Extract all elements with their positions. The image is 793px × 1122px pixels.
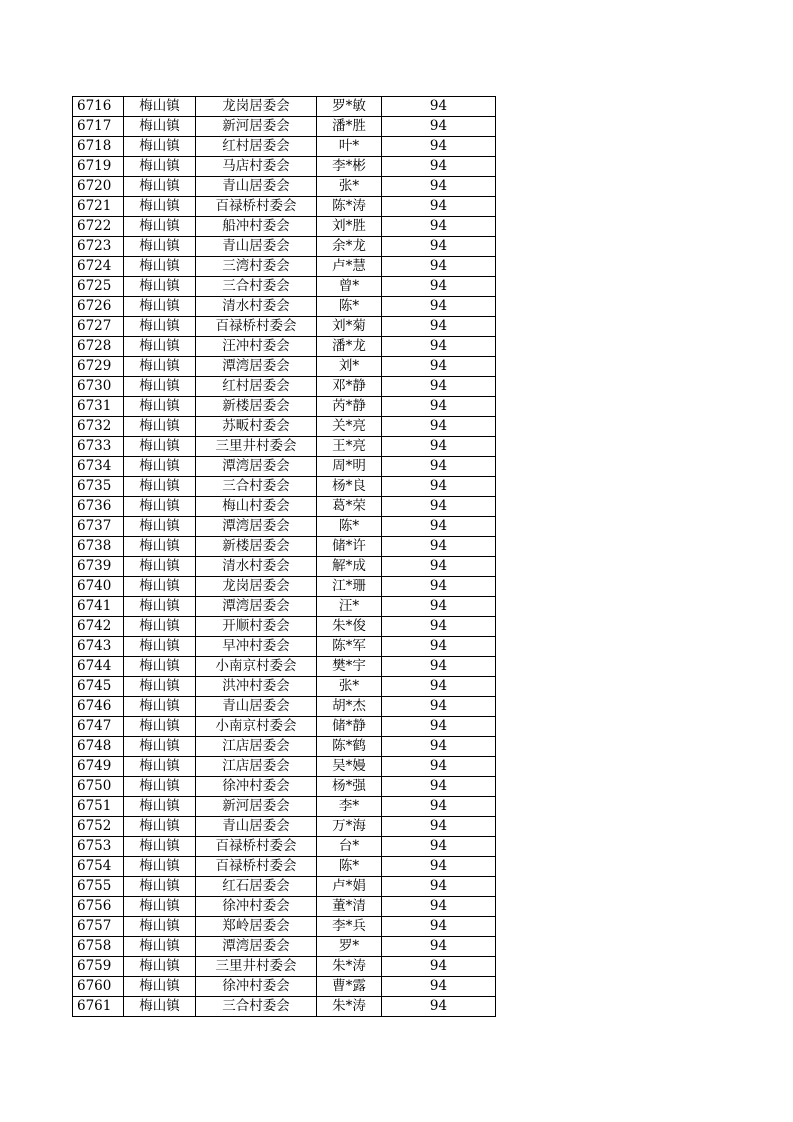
cell-serial-number: 6759 <box>73 957 124 977</box>
cell-serial-number: 6716 <box>73 97 124 117</box>
cell-serial-number: 6728 <box>73 337 124 357</box>
cell-person-name: 陈* <box>317 517 382 537</box>
table-row <box>73 197 496 217</box>
cell-town: 梅山镇 <box>124 757 196 777</box>
cell-score: 94 <box>382 617 496 637</box>
cell-committee: 梅山村委会 <box>196 497 317 517</box>
table-row <box>73 777 496 797</box>
cell-person-name: 刘*菊 <box>317 317 382 337</box>
cell-town: 梅山镇 <box>124 97 196 117</box>
cell-score: 94 <box>382 277 496 297</box>
cell-score: 94 <box>382 177 496 197</box>
cell-committee: 三合村委会 <box>196 477 317 497</box>
cell-town: 梅山镇 <box>124 317 196 337</box>
cell-person-name: 关*亮 <box>317 417 382 437</box>
table-row <box>73 897 496 917</box>
table-row <box>73 717 496 737</box>
cell-town: 梅山镇 <box>124 197 196 217</box>
cell-town: 梅山镇 <box>124 437 196 457</box>
cell-town: 梅山镇 <box>124 277 196 297</box>
cell-serial-number: 6752 <box>73 817 124 837</box>
cell-score: 94 <box>382 497 496 517</box>
table-row <box>73 237 496 257</box>
cell-town: 梅山镇 <box>124 877 196 897</box>
cell-score: 94 <box>382 637 496 657</box>
cell-person-name: 余*龙 <box>317 237 382 257</box>
cell-committee: 船冲村委会 <box>196 217 317 237</box>
cell-person-name: 刘* <box>317 357 382 377</box>
cell-town: 梅山镇 <box>124 357 196 377</box>
cell-person-name: 曾* <box>317 277 382 297</box>
cell-person-name: 胡*杰 <box>317 697 382 717</box>
cell-serial-number: 6740 <box>73 577 124 597</box>
table-row <box>73 417 496 437</box>
table-row <box>73 637 496 657</box>
cell-score: 94 <box>382 657 496 677</box>
cell-committee: 徐冲村委会 <box>196 897 317 917</box>
table-row <box>73 517 496 537</box>
cell-town: 梅山镇 <box>124 377 196 397</box>
cell-score: 94 <box>382 217 496 237</box>
cell-serial-number: 6746 <box>73 697 124 717</box>
cell-committee: 红村居委会 <box>196 377 317 397</box>
cell-town: 梅山镇 <box>124 817 196 837</box>
cell-town: 梅山镇 <box>124 657 196 677</box>
cell-person-name: 潘*胜 <box>317 117 382 137</box>
cell-serial-number: 6723 <box>73 237 124 257</box>
table-row <box>73 457 496 477</box>
cell-serial-number: 6742 <box>73 617 124 637</box>
cell-town: 梅山镇 <box>124 777 196 797</box>
cell-score: 94 <box>382 897 496 917</box>
cell-score: 94 <box>382 837 496 857</box>
cell-serial-number: 6753 <box>73 837 124 857</box>
cell-score: 94 <box>382 917 496 937</box>
cell-committee: 百禄桥村委会 <box>196 197 317 217</box>
table-row <box>73 997 496 1017</box>
cell-person-name: 王*亮 <box>317 437 382 457</box>
cell-town: 梅山镇 <box>124 697 196 717</box>
cell-committee: 三合村委会 <box>196 997 317 1017</box>
cell-score: 94 <box>382 457 496 477</box>
cell-person-name: 潘*龙 <box>317 337 382 357</box>
cell-score: 94 <box>382 557 496 577</box>
cell-score: 94 <box>382 377 496 397</box>
cell-serial-number: 6745 <box>73 677 124 697</box>
cell-person-name: 解*成 <box>317 557 382 577</box>
table-row <box>73 737 496 757</box>
table-row <box>73 377 496 397</box>
cell-committee: 小南京村委会 <box>196 717 317 737</box>
cell-person-name: 叶* <box>317 137 382 157</box>
cell-serial-number: 6760 <box>73 977 124 997</box>
cell-person-name: 樊*宇 <box>317 657 382 677</box>
cell-person-name: 卢*慧 <box>317 257 382 277</box>
table-row <box>73 797 496 817</box>
cell-serial-number: 6756 <box>73 897 124 917</box>
cell-serial-number: 6757 <box>73 917 124 937</box>
cell-town: 梅山镇 <box>124 837 196 857</box>
cell-committee: 青山居委会 <box>196 697 317 717</box>
table-row <box>73 157 496 177</box>
cell-committee: 洪冲村委会 <box>196 677 317 697</box>
cell-score: 94 <box>382 317 496 337</box>
cell-score: 94 <box>382 97 496 117</box>
table-row <box>73 497 496 517</box>
cell-town: 梅山镇 <box>124 137 196 157</box>
cell-committee: 小南京村委会 <box>196 657 317 677</box>
table-row <box>73 217 496 237</box>
cell-committee: 马店村委会 <box>196 157 317 177</box>
table-row <box>73 917 496 937</box>
cell-score: 94 <box>382 877 496 897</box>
cell-person-name: 李*彬 <box>317 157 382 177</box>
cell-person-name: 杨*强 <box>317 777 382 797</box>
cell-score: 94 <box>382 697 496 717</box>
cell-committee: 潭湾居委会 <box>196 517 317 537</box>
cell-town: 梅山镇 <box>124 497 196 517</box>
cell-town: 梅山镇 <box>124 937 196 957</box>
cell-serial-number: 6721 <box>73 197 124 217</box>
cell-committee: 百禄桥村委会 <box>196 837 317 857</box>
cell-score: 94 <box>382 117 496 137</box>
cell-score: 94 <box>382 417 496 437</box>
table-row <box>73 817 496 837</box>
cell-serial-number: 6758 <box>73 937 124 957</box>
table-row <box>73 257 496 277</box>
cell-score: 94 <box>382 297 496 317</box>
cell-serial-number: 6747 <box>73 717 124 737</box>
cell-person-name: 罗* <box>317 937 382 957</box>
cell-person-name: 陈* <box>317 297 382 317</box>
cell-committee: 潭湾居委会 <box>196 457 317 477</box>
cell-serial-number: 6751 <box>73 797 124 817</box>
cell-committee: 百禄桥村委会 <box>196 857 317 877</box>
table-row <box>73 357 496 377</box>
cell-town: 梅山镇 <box>124 117 196 137</box>
cell-serial-number: 6718 <box>73 137 124 157</box>
table-row <box>73 317 496 337</box>
table-row <box>73 957 496 977</box>
cell-person-name: 张* <box>317 177 382 197</box>
cell-committee: 龙岗居委会 <box>196 97 317 117</box>
cell-serial-number: 6730 <box>73 377 124 397</box>
cell-person-name: 李*兵 <box>317 917 382 937</box>
cell-score: 94 <box>382 237 496 257</box>
cell-serial-number: 6755 <box>73 877 124 897</box>
cell-person-name: 李* <box>317 797 382 817</box>
cell-serial-number: 6749 <box>73 757 124 777</box>
cell-person-name: 储*许 <box>317 537 382 557</box>
cell-town: 梅山镇 <box>124 737 196 757</box>
table-row <box>73 437 496 457</box>
cell-town: 梅山镇 <box>124 477 196 497</box>
cell-serial-number: 6744 <box>73 657 124 677</box>
cell-town: 梅山镇 <box>124 217 196 237</box>
cell-town: 梅山镇 <box>124 597 196 617</box>
table-row <box>73 177 496 197</box>
cell-serial-number: 6733 <box>73 437 124 457</box>
cell-town: 梅山镇 <box>124 617 196 637</box>
cell-person-name: 朱*涛 <box>317 957 382 977</box>
table-row <box>73 657 496 677</box>
cell-serial-number: 6726 <box>73 297 124 317</box>
cell-score: 94 <box>382 757 496 777</box>
cell-score: 94 <box>382 937 496 957</box>
cell-committee: 三里井村委会 <box>196 437 317 457</box>
cell-town: 梅山镇 <box>124 977 196 997</box>
table-row <box>73 557 496 577</box>
cell-serial-number: 6725 <box>73 277 124 297</box>
table-row <box>73 97 496 117</box>
cell-serial-number: 6720 <box>73 177 124 197</box>
cell-serial-number: 6738 <box>73 537 124 557</box>
cell-person-name: 董*清 <box>317 897 382 917</box>
table-row <box>73 537 496 557</box>
table-row <box>73 857 496 877</box>
table-row <box>73 977 496 997</box>
cell-person-name: 杨*良 <box>317 477 382 497</box>
cell-serial-number: 6729 <box>73 357 124 377</box>
cell-serial-number: 6737 <box>73 517 124 537</box>
cell-score: 94 <box>382 257 496 277</box>
cell-town: 梅山镇 <box>124 717 196 737</box>
cell-town: 梅山镇 <box>124 297 196 317</box>
cell-person-name: 葛*荣 <box>317 497 382 517</box>
cell-committee: 江店居委会 <box>196 757 317 777</box>
cell-committee: 新楼居委会 <box>196 397 317 417</box>
cell-score: 94 <box>382 197 496 217</box>
table-row <box>73 117 496 137</box>
cell-committee: 百禄桥村委会 <box>196 317 317 337</box>
cell-person-name: 陈*涛 <box>317 197 382 217</box>
cell-person-name: 吴*嫚 <box>317 757 382 777</box>
cell-serial-number: 6736 <box>73 497 124 517</box>
cell-committee: 红村居委会 <box>196 137 317 157</box>
cell-town: 梅山镇 <box>124 157 196 177</box>
cell-score: 94 <box>382 777 496 797</box>
cell-town: 梅山镇 <box>124 397 196 417</box>
cell-serial-number: 6731 <box>73 397 124 417</box>
cell-committee: 青山居委会 <box>196 817 317 837</box>
cell-person-name: 万*海 <box>317 817 382 837</box>
cell-committee: 青山居委会 <box>196 237 317 257</box>
cell-score: 94 <box>382 577 496 597</box>
cell-person-name: 张* <box>317 677 382 697</box>
cell-serial-number: 6743 <box>73 637 124 657</box>
cell-score: 94 <box>382 517 496 537</box>
cell-town: 梅山镇 <box>124 997 196 1017</box>
cell-serial-number: 6722 <box>73 217 124 237</box>
cell-committee: 江店居委会 <box>196 737 317 757</box>
cell-person-name: 邓*静 <box>317 377 382 397</box>
cell-score: 94 <box>382 437 496 457</box>
cell-town: 梅山镇 <box>124 417 196 437</box>
cell-committee: 潭湾居委会 <box>196 357 317 377</box>
cell-serial-number: 6734 <box>73 457 124 477</box>
cell-score: 94 <box>382 997 496 1017</box>
table-row <box>73 877 496 897</box>
cell-committee: 苏畈村委会 <box>196 417 317 437</box>
cell-town: 梅山镇 <box>124 637 196 657</box>
cell-committee: 新河居委会 <box>196 797 317 817</box>
cell-serial-number: 6741 <box>73 597 124 617</box>
table-row <box>73 597 496 617</box>
cell-score: 94 <box>382 977 496 997</box>
cell-town: 梅山镇 <box>124 457 196 477</box>
cell-person-name: 台* <box>317 837 382 857</box>
cell-town: 梅山镇 <box>124 957 196 977</box>
roster-table <box>72 96 496 1017</box>
cell-score: 94 <box>382 337 496 357</box>
cell-serial-number: 6761 <box>73 997 124 1017</box>
cell-score: 94 <box>382 397 496 417</box>
cell-committee: 三里井村委会 <box>196 957 317 977</box>
cell-score: 94 <box>382 957 496 977</box>
cell-town: 梅山镇 <box>124 797 196 817</box>
cell-serial-number: 6732 <box>73 417 124 437</box>
cell-serial-number: 6754 <box>73 857 124 877</box>
cell-person-name: 曹*露 <box>317 977 382 997</box>
cell-person-name: 汪* <box>317 597 382 617</box>
cell-serial-number: 6724 <box>73 257 124 277</box>
table-row <box>73 337 496 357</box>
cell-person-name: 芮*静 <box>317 397 382 417</box>
cell-committee: 徐冲村委会 <box>196 777 317 797</box>
cell-town: 梅山镇 <box>124 917 196 937</box>
cell-town: 梅山镇 <box>124 897 196 917</box>
cell-serial-number: 6735 <box>73 477 124 497</box>
cell-score: 94 <box>382 817 496 837</box>
cell-committee: 三合村委会 <box>196 277 317 297</box>
cell-person-name: 陈* <box>317 857 382 877</box>
table-row <box>73 397 496 417</box>
cell-town: 梅山镇 <box>124 237 196 257</box>
table-row <box>73 757 496 777</box>
cell-serial-number: 6750 <box>73 777 124 797</box>
cell-committee: 早冲村委会 <box>196 637 317 657</box>
table-row <box>73 617 496 637</box>
table-row <box>73 937 496 957</box>
cell-person-name: 陈*鹤 <box>317 737 382 757</box>
cell-committee: 开顺村委会 <box>196 617 317 637</box>
cell-town: 梅山镇 <box>124 577 196 597</box>
table-row <box>73 697 496 717</box>
cell-person-name: 刘*胜 <box>317 217 382 237</box>
cell-person-name: 卢*娟 <box>317 877 382 897</box>
cell-town: 梅山镇 <box>124 337 196 357</box>
cell-person-name: 朱*涛 <box>317 997 382 1017</box>
table-row <box>73 677 496 697</box>
table-row <box>73 137 496 157</box>
cell-committee: 新河居委会 <box>196 117 317 137</box>
cell-committee: 青山居委会 <box>196 177 317 197</box>
cell-town: 梅山镇 <box>124 257 196 277</box>
cell-serial-number: 6717 <box>73 117 124 137</box>
table-row <box>73 577 496 597</box>
cell-person-name: 朱*俊 <box>317 617 382 637</box>
table-row <box>73 277 496 297</box>
roster-table-body <box>73 97 496 1017</box>
cell-committee: 清水村委会 <box>196 557 317 577</box>
cell-committee: 龙岗居委会 <box>196 577 317 597</box>
cell-committee: 郑岭居委会 <box>196 917 317 937</box>
cell-town: 梅山镇 <box>124 517 196 537</box>
cell-town: 梅山镇 <box>124 537 196 557</box>
cell-person-name: 江*珊 <box>317 577 382 597</box>
cell-score: 94 <box>382 137 496 157</box>
cell-town: 梅山镇 <box>124 177 196 197</box>
table-row <box>73 477 496 497</box>
cell-score: 94 <box>382 477 496 497</box>
cell-committee: 三湾村委会 <box>196 257 317 277</box>
cell-committee: 红石居委会 <box>196 877 317 897</box>
cell-committee: 新楼居委会 <box>196 537 317 557</box>
cell-committee: 潭湾居委会 <box>196 597 317 617</box>
cell-committee: 徐冲村委会 <box>196 977 317 997</box>
table-row <box>73 837 496 857</box>
cell-person-name: 储*静 <box>317 717 382 737</box>
cell-serial-number: 6739 <box>73 557 124 577</box>
cell-committee: 潭湾居委会 <box>196 937 317 957</box>
cell-person-name: 罗*敏 <box>317 97 382 117</box>
cell-serial-number: 6748 <box>73 737 124 757</box>
cell-score: 94 <box>382 157 496 177</box>
table-row <box>73 297 496 317</box>
cell-score: 94 <box>382 857 496 877</box>
cell-person-name: 周*明 <box>317 457 382 477</box>
cell-serial-number: 6727 <box>73 317 124 337</box>
cell-town: 梅山镇 <box>124 857 196 877</box>
cell-score: 94 <box>382 537 496 557</box>
cell-committee: 汪冲村委会 <box>196 337 317 357</box>
cell-score: 94 <box>382 797 496 817</box>
cell-serial-number: 6719 <box>73 157 124 177</box>
cell-score: 94 <box>382 717 496 737</box>
cell-town: 梅山镇 <box>124 677 196 697</box>
cell-score: 94 <box>382 597 496 617</box>
cell-score: 94 <box>382 677 496 697</box>
cell-score: 94 <box>382 737 496 757</box>
cell-person-name: 陈*军 <box>317 637 382 657</box>
cell-town: 梅山镇 <box>124 557 196 577</box>
cell-committee: 清水村委会 <box>196 297 317 317</box>
cell-score: 94 <box>382 357 496 377</box>
